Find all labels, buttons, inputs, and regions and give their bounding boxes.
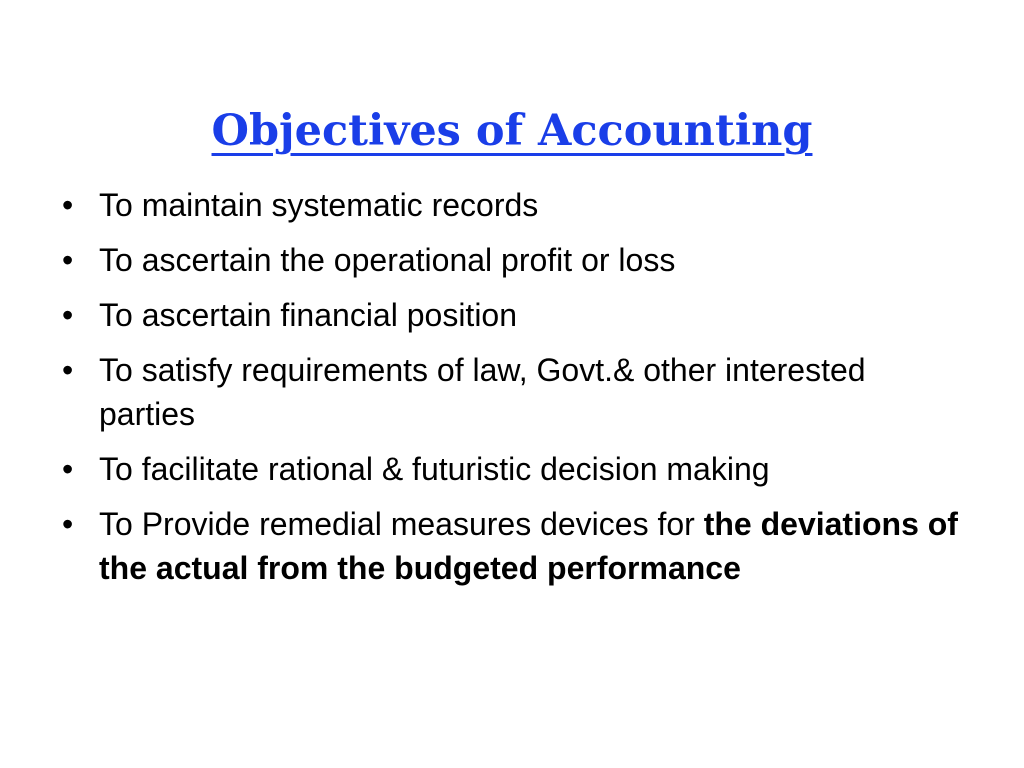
bullet-icon: •: [62, 352, 74, 388]
bullet-text: To ascertain financial position: [99, 297, 518, 333]
bullet-item: [62, 502, 962, 590]
bullet-text: To maintain systematic records: [99, 187, 539, 223]
bullet-text: To Provide remedial measures devices for: [99, 506, 704, 542]
bullet-text: To ascertain the operational profit or loss: [99, 242, 676, 278]
bullet-bold-text: the deviations of the actual from the budgeted performance: [99, 506, 958, 586]
bullet-item: [62, 447, 962, 491]
bullet-list: [62, 183, 962, 601]
bullet-icon: •: [62, 297, 74, 333]
bullet-text: To facilitate rational & futuristic decision making: [99, 451, 770, 487]
bullet-icon: •: [62, 506, 74, 542]
bullet-item: [62, 348, 962, 436]
bullet-icon: •: [62, 242, 74, 278]
slide-title: Objectives of Accounting: [211, 106, 813, 156]
bullet-item: [62, 293, 962, 337]
bullet-icon: •: [62, 187, 74, 223]
bullet-item: [62, 183, 962, 227]
bullet-icon: •: [62, 451, 74, 487]
bullet-item: [62, 238, 962, 282]
bullet-text: To satisfy requirements of law, Govt.& other interested parties: [99, 352, 866, 432]
